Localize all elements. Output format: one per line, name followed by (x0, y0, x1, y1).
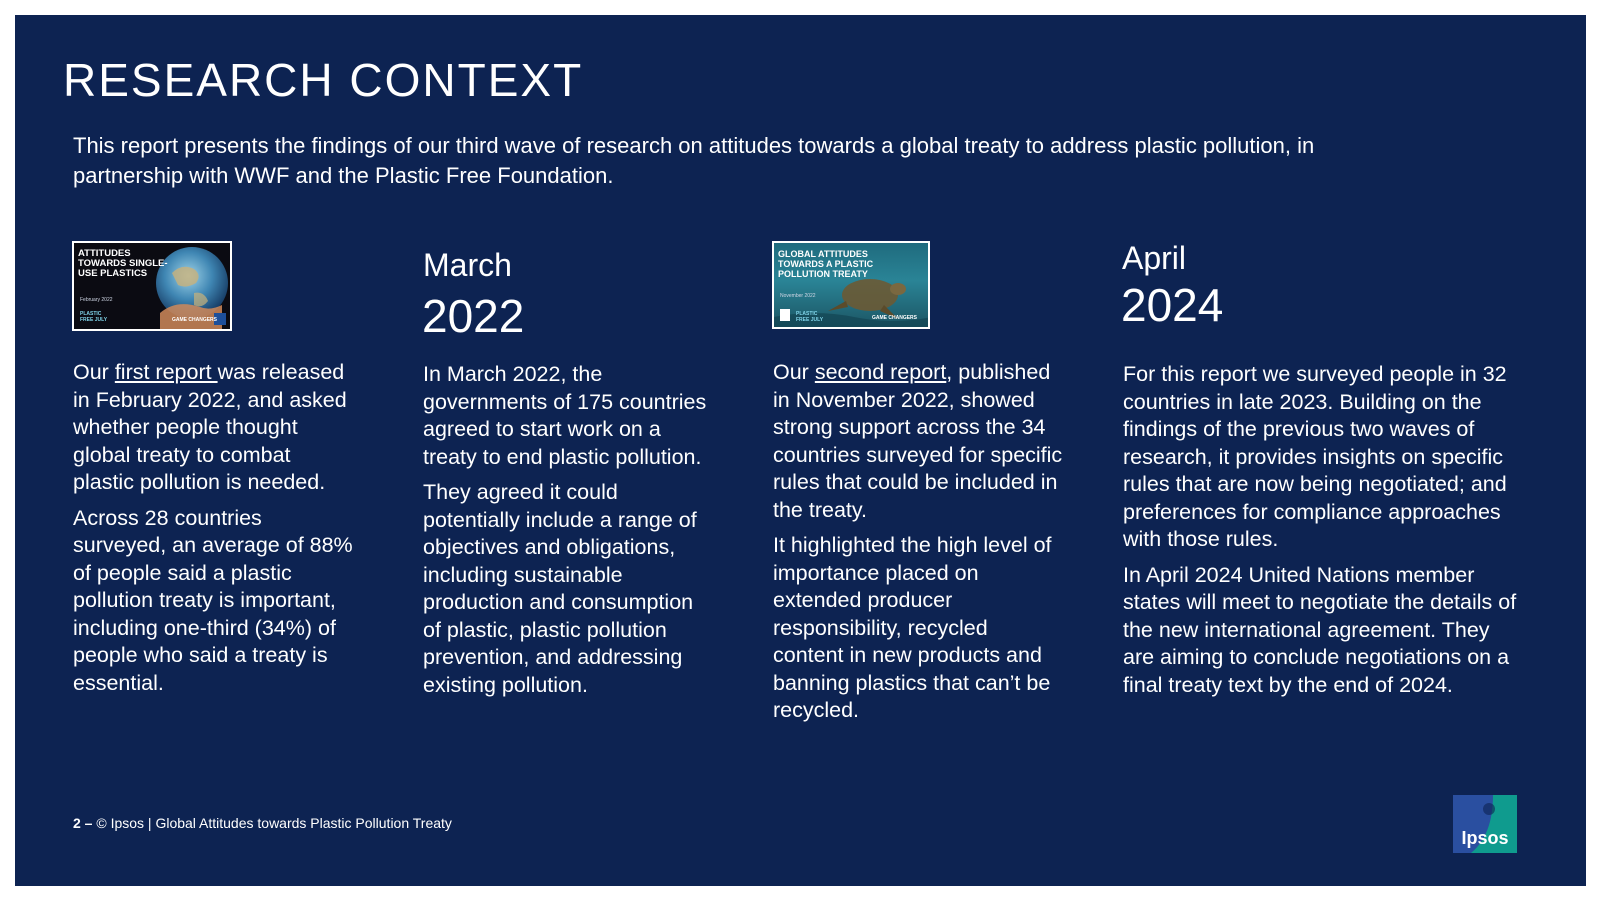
ipsos-logo (1453, 795, 1517, 853)
thumb-logo-right: GAME CHANGERS (172, 317, 218, 323)
column-second-report (773, 359, 1063, 733)
text-span: Our (773, 360, 815, 384)
paragraph: In April 2024 United Nations member states will meet to negotiate the details of the new international agreement. They are aiming to conclude negotiations on a final treaty text by the end of 2024. (1123, 562, 1517, 697)
thumb-date: February 2022 (80, 297, 113, 303)
thumb-title: GLOBAL ATTITUDES TOWARDS A PLASTIC POLLUTION TREATY (778, 249, 874, 279)
wwf-panda-icon (780, 309, 790, 321)
paragraph: It highlighted the high level of importance placed on extended producer responsibility, recycled content in new products and banning plastics that can’t be recycled. (773, 533, 1052, 722)
page-number: 2 – (73, 815, 93, 831)
column-april-2024 (1123, 361, 1523, 707)
thumb-date: November 2022 (780, 293, 816, 299)
first-report-thumbnail[interactable] (72, 241, 232, 331)
second-report-link[interactable]: second report (814, 360, 947, 384)
march-label: March (423, 247, 512, 283)
column-march-2022 (423, 361, 713, 707)
paragraph: For this report we surveyed people in 32 countries in late 2023. Building on the findings of the previous two waves of research, it provides insights on specific rules that are now being negotiated; and preferences for compliance approaches with those rules. (1123, 362, 1507, 551)
thumb-logo-left: PLASTIC FREE JULY (80, 311, 108, 323)
text-span: , published in November 2022, showed strong support across the 34 countries surveyed for specific rules that could be included in the treaty. (773, 360, 1063, 522)
paragraph: They agreed it could potentially include a range of objectives and obligations, including sustainable production and consumption of plastic, plastic pollution prevention, and addressing existing pollution. (423, 480, 697, 697)
year-2022-label: 2022 (422, 290, 525, 342)
text-span: was released in February 2022, and asked whether people thought global treaty to combat plastic pollution is needed. (73, 360, 347, 494)
thumb-title: ATTITUDES TOWARDS SINGLE-USE PLASTICS (78, 248, 168, 279)
paragraph: In March 2022, the governments of 175 countries agreed to start work on a treaty to end plastic pollution. (423, 362, 707, 469)
text-span: Our (73, 360, 115, 384)
ipsos-logo-text: Ipsos (1461, 828, 1509, 848)
page-title: RESEARCH CONTEXT (63, 54, 584, 106)
april-label: April (1122, 240, 1187, 276)
paragraph (73, 359, 353, 497)
slide (15, 15, 1586, 886)
thumb-logo-right: GAME CHANGERS (872, 315, 918, 321)
second-report-thumbnail[interactable] (772, 241, 930, 329)
intro-text: This report presents the findings of our third wave of research on attitudes towards a global treaty to address plastic pollution, in partnership with WWF and the Plastic Free Foundation. (73, 133, 1315, 188)
paragraph: Across 28 countries surveyed, an average of 88% of people said a plastic pollution treaty is important, including one-third (34%) of people who said a treaty is essential. (73, 505, 353, 695)
footer (73, 815, 452, 831)
thumb-logo-left: PLASTIC FREE JULY (796, 311, 824, 323)
footer-text: © Ipsos | Global Attitudes towards Plastic Pollution Treaty (96, 815, 452, 831)
paragraph (773, 359, 1063, 524)
first-report-link[interactable]: first report (114, 360, 218, 384)
year-2024-label: 2024 (1121, 279, 1224, 331)
column-first-report (73, 359, 353, 705)
